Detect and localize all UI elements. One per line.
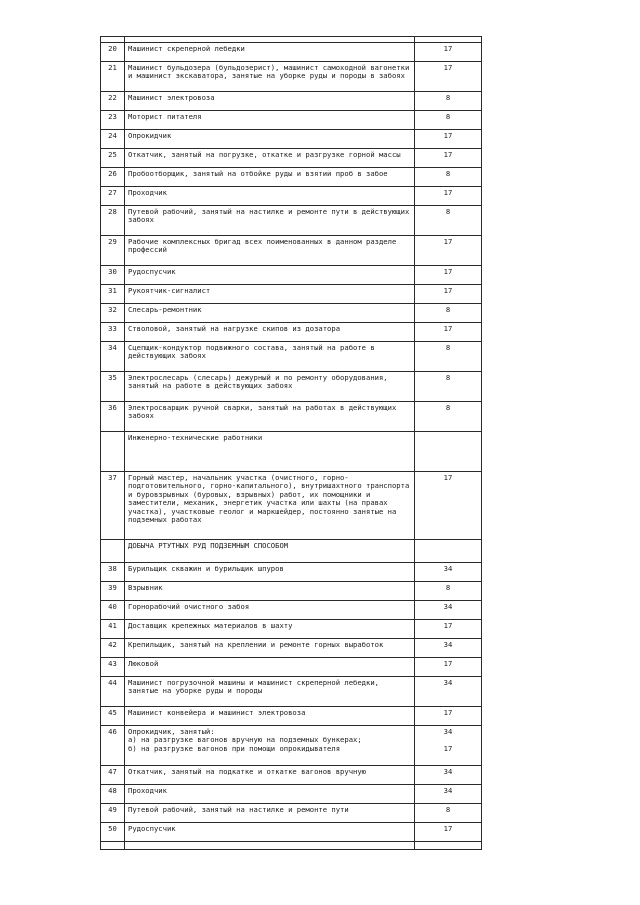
row-number: 36 xyxy=(101,402,125,432)
row-number: 37 xyxy=(101,472,125,540)
table-row xyxy=(101,707,482,726)
row-number: 23 xyxy=(101,111,125,130)
row-number: 45 xyxy=(101,707,125,726)
value-cell: 8 xyxy=(415,304,482,323)
profession-name: Откатчик, занятый на погрузке, откатке и разгрузке горной массы xyxy=(125,149,415,168)
value-cell: 8 xyxy=(415,804,482,823)
row-number: 42 xyxy=(101,639,125,658)
row-number xyxy=(101,540,125,563)
value-cell: 17 xyxy=(415,62,482,92)
value-cell: 17 xyxy=(415,187,482,206)
value-cell: 8 xyxy=(415,342,482,372)
row-number: 44 xyxy=(101,677,125,707)
table-row xyxy=(101,92,482,111)
table-row xyxy=(101,62,482,92)
table-row xyxy=(101,130,482,149)
profession-name: Рудоспусчик xyxy=(125,823,415,842)
profession-name: Машинист конвейера и машинист электровоза xyxy=(125,707,415,726)
row-number: 34 xyxy=(101,342,125,372)
table-row xyxy=(101,785,482,804)
table-row xyxy=(101,187,482,206)
table-row xyxy=(101,304,482,323)
table-row xyxy=(101,432,482,472)
profession-name: Сцепщик-кондуктор подвижного состава, занятый на работе в действующих забоях xyxy=(125,342,415,372)
value-cell: 34 xyxy=(415,677,482,707)
profession-name: Крепильщик, занятый на креплении и ремонте горных выработок xyxy=(125,639,415,658)
table-row xyxy=(101,43,482,62)
profession-name: Рукоятчик-сигналист xyxy=(125,285,415,304)
row-number: 25 xyxy=(101,149,125,168)
table-row xyxy=(101,563,482,582)
table-row xyxy=(101,236,482,266)
table-row xyxy=(101,639,482,658)
profession-name: Опрокидчик, занятый: а) на разгрузке вагонов вручную на подземных бункерах; б) на разгрузке вагонов при помощи опрокидывателя xyxy=(125,726,415,766)
profession-name: Рабочие комплексных бригад всех поименованных в данном разделе профессий xyxy=(125,236,415,266)
value-cell: 17 xyxy=(415,149,482,168)
row-number: 32 xyxy=(101,304,125,323)
value-cell: 17 xyxy=(415,236,482,266)
row-number: 29 xyxy=(101,236,125,266)
profession-name: Проходчик xyxy=(125,785,415,804)
value-cell: 8 xyxy=(415,111,482,130)
table-row xyxy=(101,168,482,187)
row-number: 48 xyxy=(101,785,125,804)
row-number: 49 xyxy=(101,804,125,823)
profession-name: Пробоотборщик, занятый на отбойке руды и взятии проб в забое xyxy=(125,168,415,187)
row-number: 43 xyxy=(101,658,125,677)
value-cell: 17 xyxy=(415,707,482,726)
value-cell: 8 xyxy=(415,402,482,432)
row-number: 31 xyxy=(101,285,125,304)
table-bottom-edge xyxy=(101,842,482,850)
value-cell: 8 xyxy=(415,92,482,111)
value-cell: 8 xyxy=(415,372,482,402)
value-cell: 34 17 xyxy=(415,726,482,766)
table-row xyxy=(101,823,482,842)
row-number: 41 xyxy=(101,620,125,639)
row-number: 24 xyxy=(101,130,125,149)
profession-name: Машинист бульдозера (бульдозерист), машинист самоходной вагонетки и машинист экскаватора, занятые на уборке руды и породы в забоях xyxy=(125,62,415,92)
profession-name: Люковой xyxy=(125,658,415,677)
row-number xyxy=(101,432,125,472)
value-cell: 17 xyxy=(415,285,482,304)
profession-name: Горнорабочий очистного забоя xyxy=(125,601,415,620)
profession-name: Путевой рабочий, занятый на настилке и ремонте пути в действующих забоях xyxy=(125,206,415,236)
table-row xyxy=(101,677,482,707)
table-row xyxy=(101,601,482,620)
table-row xyxy=(101,206,482,236)
profession-name: Машинист скреперной лебедки xyxy=(125,43,415,62)
value-cell: 17 xyxy=(415,266,482,285)
table-row xyxy=(101,620,482,639)
profession-table xyxy=(100,36,482,850)
profession-name: Инженерно-технические работники xyxy=(125,432,415,472)
row-number: 28 xyxy=(101,206,125,236)
value-cell: 34 xyxy=(415,785,482,804)
value-cell: 17 xyxy=(415,620,482,639)
profession-name: Откатчик, занятый на подкатке и откатке вагонов вручную xyxy=(125,766,415,785)
profession-name: Машинист электровоза xyxy=(125,92,415,111)
row-number: 21 xyxy=(101,62,125,92)
value-cell: 17 xyxy=(415,130,482,149)
value-cell: 17 xyxy=(415,43,482,62)
row-number: 20 xyxy=(101,43,125,62)
table-row xyxy=(101,372,482,402)
profession-name: ДОБЫЧА РТУТНЫХ РУД ПОДЗЕМНЫМ СПОСОБОМ xyxy=(125,540,415,563)
profession-name: Путевой рабочий, занятый на настилке и ремонте пути xyxy=(125,804,415,823)
row-number: 38 xyxy=(101,563,125,582)
table-row xyxy=(101,342,482,372)
value-cell: 34 xyxy=(415,601,482,620)
profession-name: Доставщик крепежных материалов в шахту xyxy=(125,620,415,639)
table-row xyxy=(101,111,482,130)
row-number: 26 xyxy=(101,168,125,187)
profession-name: Стволовой, занятый на нагрузке скипов из дозатора xyxy=(125,323,415,342)
value-cell: 8 xyxy=(415,168,482,187)
value-cell: 17 xyxy=(415,658,482,677)
table-row xyxy=(101,582,482,601)
value-cell: 34 xyxy=(415,766,482,785)
value-cell: 17 xyxy=(415,323,482,342)
table-row xyxy=(101,766,482,785)
profession-name: Опрокидчик xyxy=(125,130,415,149)
value-cell xyxy=(415,540,482,563)
table-row xyxy=(101,658,482,677)
table-row xyxy=(101,285,482,304)
row-number: 46 xyxy=(101,726,125,766)
profession-name: Рудоспусчик xyxy=(125,266,415,285)
value-cell xyxy=(415,432,482,472)
table-row xyxy=(101,402,482,432)
row-number: 39 xyxy=(101,582,125,601)
row-number: 27 xyxy=(101,187,125,206)
row-number: 30 xyxy=(101,266,125,285)
row-number: 50 xyxy=(101,823,125,842)
profession-name: Электросварщик ручной сварки, занятый на работах в действующих забоях xyxy=(125,402,415,432)
profession-name: Проходчик xyxy=(125,187,415,206)
table-row xyxy=(101,804,482,823)
profession-name: Электрослесарь (слесарь) дежурный и по ремонту оборудования, занятый на работе в действующих забоях xyxy=(125,372,415,402)
row-number: 33 xyxy=(101,323,125,342)
table-row xyxy=(101,726,482,766)
row-number: 35 xyxy=(101,372,125,402)
table-row xyxy=(101,266,482,285)
value-cell: 17 xyxy=(415,823,482,842)
table-row xyxy=(101,540,482,563)
table-row xyxy=(101,323,482,342)
profession-name: Слесарь-ремонтник xyxy=(125,304,415,323)
value-cell: 8 xyxy=(415,582,482,601)
value-cell: 8 xyxy=(415,206,482,236)
profession-name: Машинист погрузочной машины и машинист скреперной лебедки, занятые на уборке руды и породы xyxy=(125,677,415,707)
row-number: 47 xyxy=(101,766,125,785)
profession-name: Бурильщик скважин и бурильщик шпуров xyxy=(125,563,415,582)
value-cell: 17 xyxy=(415,472,482,540)
value-cell: 34 xyxy=(415,563,482,582)
row-number: 22 xyxy=(101,92,125,111)
value-cell: 34 xyxy=(415,639,482,658)
table-row xyxy=(101,472,482,540)
profession-name: Горный мастер, начальник участка (очистного, горно-подготовительного, горно-капитального), внутришахтного транспорта и буровзрывных (буровых, взрывных) работ, их помощники и заместители, механик, энергетик участка или шахты (на правах участка), участковые геолог и маркшейдер, постоянно занятые на подземных работах xyxy=(125,472,415,540)
row-number: 40 xyxy=(101,601,125,620)
profession-name: Моторист питателя xyxy=(125,111,415,130)
table-row xyxy=(101,149,482,168)
profession-name: Взрывник xyxy=(125,582,415,601)
